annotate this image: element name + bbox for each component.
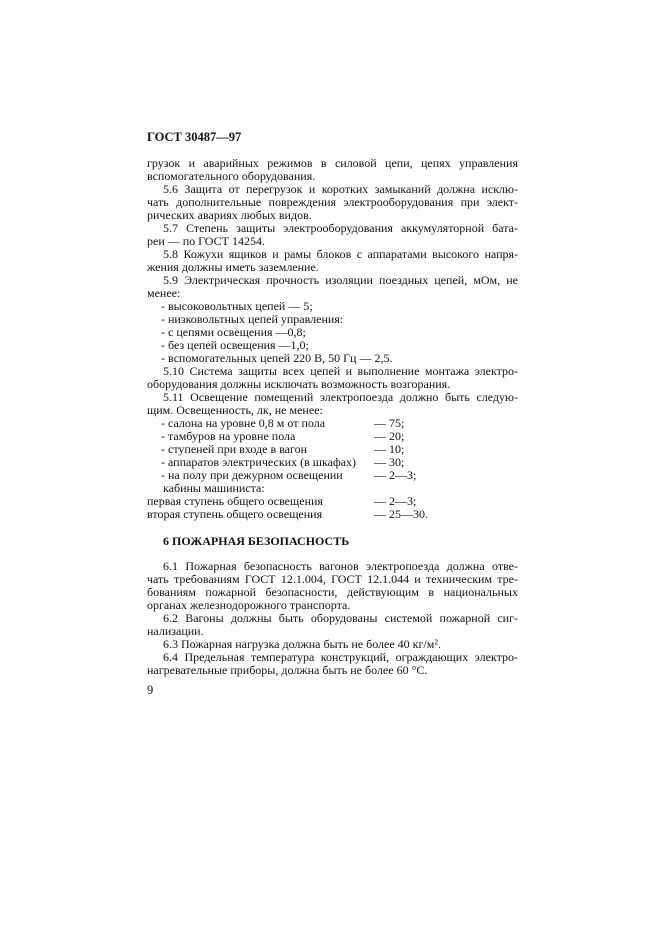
lighting-row [147,508,518,521]
lighting-value: — 20; [374,429,405,443]
text-line: жения должны иметь заземление. [147,260,319,274]
lighting-value: — 2—3; [374,494,417,508]
text-line: реи — по ГОСТ 14254. [147,234,265,248]
text-line: - вспомогательных цепей 220 В, 50 Гц — 2,5. [161,351,393,365]
section-5-text [147,157,518,417]
text-line: чать требованиям ГОСТ 12.1.004, ГОСТ 12.1.044 и техническим тре- [147,573,518,586]
lighting-table [147,417,518,521]
lighting-label: - салона на уровне 0,8 м от пола [161,416,326,430]
lighting-label: - ступеней при входе в вагон [161,442,308,456]
text-line: 5.8 Кожухи ящиков и рамы блоков с аппаратами высокого напря- [163,248,518,261]
page-number: 9 [147,683,154,697]
text-line: нагревательные приборы, должна быть не более 60 °С. [147,663,428,677]
text-line: - с цепями освещения —0,8; [161,325,306,339]
text-line: - низковольтных цепей управления: [161,312,344,326]
document-header: ГОСТ 30487—97 [147,130,242,144]
text-line: щим. Освещенность, лк, не менее: [147,403,323,417]
text-line: - без цепей освещения —1,0; [161,338,309,352]
text-line: рических авариях любых видов. [147,208,312,222]
text-line: чать дополнительные повреждения электрооборудования при элект- [147,196,518,209]
text-line: грузок и аварийных режимов в силовой цепи, цепях управления [147,157,518,170]
text-line: 5.6 Защита от перегрузок и коротких замыканий должна исклю- [163,183,518,196]
section-title: 6 ПОЖАРНАЯ БЕЗОПАСНОСТЬ [163,534,350,548]
lighting-label: вторая ступень общего освещения [147,507,323,521]
text-line: 5.11 Освещение помещений электропоезда должно быть следую- [163,391,518,404]
document-body [147,157,518,677]
lighting-value: — 30; [374,455,405,469]
text-line: оборудования должны исключать возможность возгорания. [147,377,451,391]
text-line: бованиям пожарной безопасности, действующим в национальных [147,586,518,599]
lighting-value: — 75; [374,416,405,430]
section-6-text [147,560,518,677]
text-line: 6.4 Предельная температура конструкций, ограждающих электро- [163,651,518,664]
text-line: вспомогательного оборудования. [147,169,316,183]
lighting-label: - аппаратов электрических (в шкафах) [161,455,357,469]
text-line: 6.3 Пожарная нагрузка должна быть не более 40 кг/м². [163,637,441,651]
text-line: менее: [147,286,181,300]
text-line: органах железнодорожного транспорта. [147,598,351,612]
text-line: 6.2 Вагоны должны быть оборудованы системой пожарной сиг- [163,612,518,625]
lighting-value: — 10; [374,442,405,456]
lighting-label: - тамбуров на уровне пола [161,429,296,443]
lighting-label: - на полу при дежурном освещении [161,468,343,482]
lighting-value: — 25—30. [374,507,428,521]
lighting-value: — 2—3; [374,468,417,482]
text-line: 5.10 Система защиты всех цепей и выполнение монтажа электро- [163,365,518,378]
text-line: - высоковольтных цепей — 5; [161,299,313,313]
text-line: 5.7 Степень защиты электрооборудования аккумуляторной бата- [163,222,518,235]
lighting-label: кабины машиниста: [163,481,265,495]
text-line: 6.1 Пожарная безопасность вагонов электропоезда должна отве- [163,560,518,573]
text-line: 5.9 Электрическая прочность изоляции поездных цепей, мОм, не [163,274,518,287]
lighting-label: первая ступень общего освещения [147,494,323,508]
text-line: нализации. [147,624,204,638]
